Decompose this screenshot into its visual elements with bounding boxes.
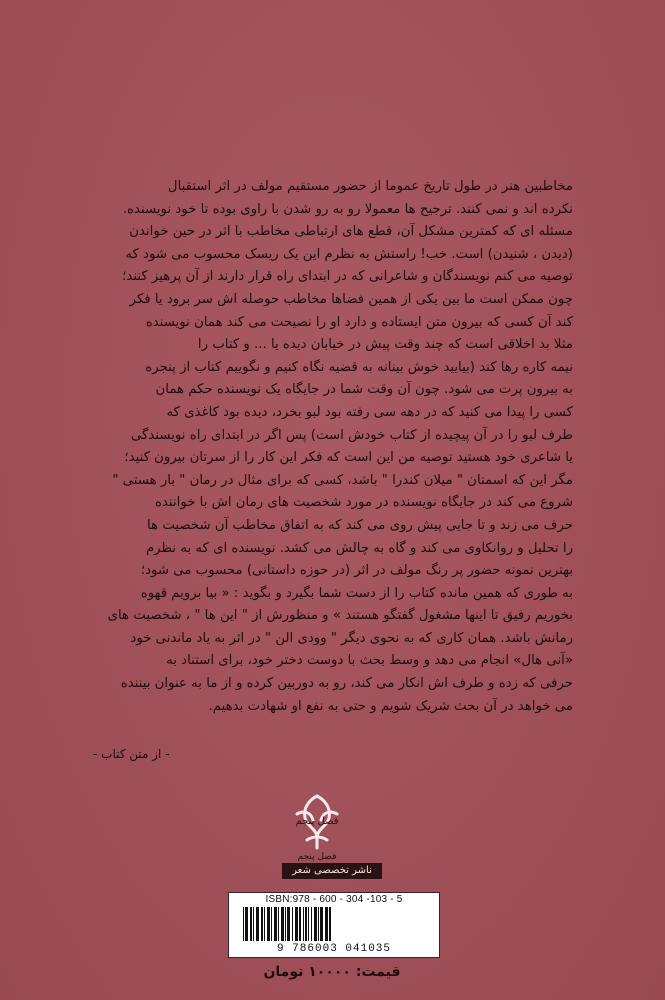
blurb-line: حرفی که زده و طرف اش انکار می کند، رو به دوربین کرده و از ما به عنوان بیننده	[120, 676, 573, 692]
blurb-line: بخوریم رفیق تا اینها مشغول گفتگو هستند » و منظورش از " این ها " ، شخصیت های	[107, 608, 573, 624]
publisher-logo-icon	[287, 790, 347, 852]
blurb-line: نیمه کاره رها کند (بیایید خوش بینانه به قضیه نگاه کنیم و نگوییم کتاب از پنجره	[145, 359, 573, 375]
blurb-text	[93, 176, 573, 718]
blurb-line: مسئله ای که کمترین مشکل آن، قطع های ارتباطی مخاطب با اثر در حین خواندن	[129, 224, 573, 240]
barcode-icon	[239, 907, 429, 943]
blurb-line: طرف لبو را در آن پیچیده از کتاب خودش است) پس اگر در ابتدای راه نویسندگی	[130, 427, 573, 443]
quote-source: - از متن کتاب -	[93, 747, 170, 761]
blurb-line: توصیه می کنم نویسندگان و شاعرانی که در ابتدای راه قرار دارند از آن پرهیز کنند؛	[122, 269, 573, 285]
barcode-label	[228, 892, 440, 958]
blurb-line: می خواهد در آن بحث شریک شویم و حتی به نفع او شهادت بدهیم.	[208, 698, 573, 714]
blurb-line: کسی را پیدا می کنید که در دهه سی رفته بود لبو بخرد، دیده بود کاغذی که	[166, 404, 573, 420]
blurb-line: مثلا بد اخلاقی است که چند وقت پیش در خیابان دیده یا ... و کتاب را	[197, 337, 573, 353]
blurb-line: رمانش باشد. همان کاری که به نحوی دیگر " وودی الن " در اثر به یاد ماندنی خود	[130, 630, 573, 646]
publisher-logo-text: فصل پنجم	[295, 816, 339, 827]
blurb-line: شروع می کند در جایگاه نویسنده در مورد شخصیت های رمان اش با خواننده	[154, 495, 573, 511]
blurb-line: چون ممکن است ما بین یکی از همین فضاها مخاطب حوصله اش سر برود یا فکر	[129, 291, 573, 307]
blurb-line: به بیرون پرت می شود. چون آن وقت شما در جایگاه یک نویسنده حکم همان	[155, 382, 573, 398]
barcode-digits: 9 786003 041035	[276, 943, 392, 955]
publisher-name: فصل پنجم	[297, 852, 337, 862]
blurb-line: کند آن کسی که بیرون متن ایستاده و دارد او را نصیحت می کند همان نویسنده	[145, 314, 573, 330]
blurb-line: نکرده اند و نمی کنند. ترجیح ها معمولا رو به رو شدن با راوی بوده تا خود نویسنده.	[122, 201, 573, 217]
blurb-line: را تحلیل و روانکاوی می کند و گاه به چالش می کشد. نویسنده ای که به نظرم	[145, 540, 573, 556]
blurb-line: یا شاعری خود هستید توصیه من این است که فکر این کار را از سرتان بیرون کنید؛	[124, 450, 573, 466]
blurb-line: بهترین نمونه حضور پر رنگ مولف در اثر (در حوزه داستانی) محسوب می شود؛	[140, 563, 573, 579]
blurb-line: مگر این که اسمتان " میلان کندرا " باشد، کسی که برای مثال در رمان " بار هستی "	[112, 472, 573, 488]
isbn-text: ISBN:978 - 600 - 304 -103 - 5	[265, 894, 403, 905]
price-label: قیمت: ۱۰۰۰۰ تومان	[263, 964, 401, 980]
blurb-line: مخاطبین هنر در طول تاریخ عموما از حضور مستقیم مولف در اثر استقبال	[167, 179, 573, 194]
blurb-line: «آنی هال» انجام می دهد و وسط بحث با دوست دختر خود، برای استناد به	[166, 653, 573, 669]
blurb-line: (دیدن ، شنیدن) است. خب! راستش به نظرم این یک ریسک محسوب می شود که	[125, 246, 573, 262]
blurb-line: حرف می زند و تا جایی پیش روی می کند که به اتفاق مخاطب آن شخصیت ها	[147, 517, 573, 533]
blurb-line: به طوری که همین مانده کتاب را از دست شما بگیرد و بگوید : « بیا برویم قهوه	[140, 585, 573, 601]
publisher-tagline: ناشر تخصصی شعر	[282, 863, 382, 879]
publisher-logo	[287, 790, 347, 852]
